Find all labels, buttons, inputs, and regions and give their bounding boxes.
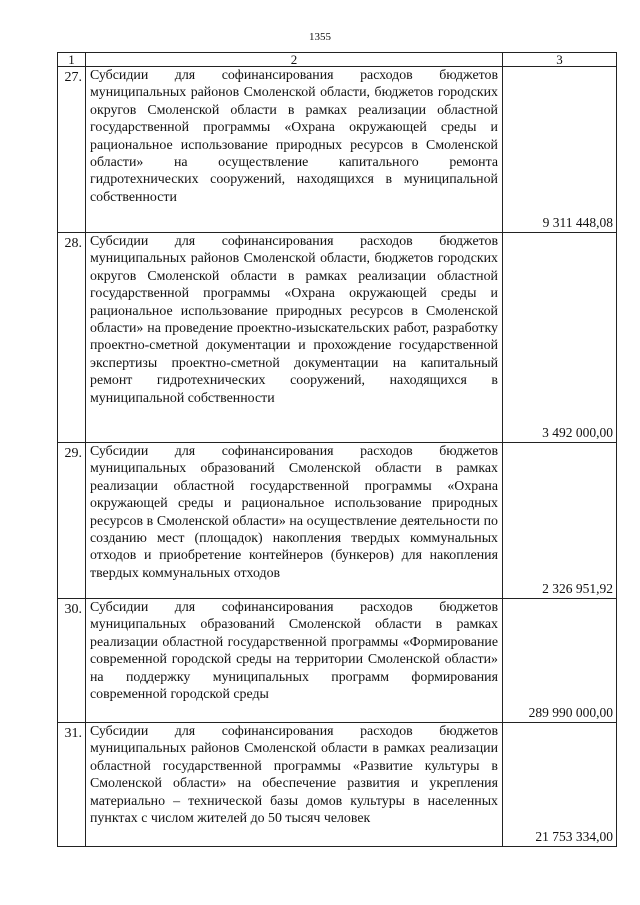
table-row <box>58 443 617 599</box>
header-row <box>58 53 617 67</box>
table-row <box>58 67 617 233</box>
row-amount: 2 326 951,92 <box>503 443 617 599</box>
row-description: Субсидии для софинансирования расходов бюджетов муниципальных образований Смоленской области в рамках реализации областной государственной программы «Охрана окружающей среды и рациональное использование природных ресурсов в Смоленской области» на осуществление деятельности по созданию мест (площадок) накопления твердых коммунальных отходов и приобретение контейнеров (бункеров) для накопления твердых коммунальных отходов <box>86 443 503 599</box>
row-number: 27. <box>58 67 86 233</box>
table-row <box>58 233 617 443</box>
row-amount: 289 990 000,00 <box>503 599 617 723</box>
row-number: 29. <box>58 443 86 599</box>
header-col-1: 1 <box>58 53 86 67</box>
table-row <box>58 723 617 847</box>
row-description: Субсидии для софинансирования расходов бюджетов муниципальных районов Смоленской области, бюджетов городских округов Смоленской области в рамках реализации областной государственной программы «Охрана окружающей среды и рациональное использование природных ресурсов в Смоленской области» на проведение проектно-изыскательских работ, разработку проектно-сметной документации и прохождение государственной экспертизы проектно-сметной документации на капитальный ремонт гидротехнических сооружений, находящихся в муниципальной собственности <box>86 233 503 443</box>
row-amount: 9 311 448,08 <box>503 67 617 233</box>
page-number: 1355 <box>309 31 331 43</box>
row-description: Субсидии для софинансирования расходов бюджетов муниципальных образований Смоленской области в рамках реализации областной государственной программы «Формирование современной городской среды на территории Смоленской области» на поддержку муниципальных программ формирования современной городской среды <box>86 599 503 723</box>
budget-table <box>57 52 617 847</box>
row-number: 28. <box>58 233 86 443</box>
row-description: Субсидии для софинансирования расходов бюджетов муниципальных районов Смоленской области, бюджетов городских округов Смоленской области в рамках реализации областной государственной программы «Охрана окружающей среды и рациональное использование природных ресурсов в Смоленской области» на осуществление капитального ремонта гидротехнических сооружений, находящихся в муниципальной собственности <box>86 67 503 233</box>
row-number: 31. <box>58 723 86 847</box>
row-amount: 21 753 334,00 <box>503 723 617 847</box>
row-amount: 3 492 000,00 <box>503 233 617 443</box>
header-col-2: 2 <box>86 53 503 67</box>
table-row <box>58 599 617 723</box>
row-number: 30. <box>58 599 86 723</box>
row-description: Субсидии для софинансирования расходов бюджетов муниципальных районов Смоленской области в рамках реализации областной государственной программы «Развитие культуры в Смоленской области» на обеспечение развития и укрепления материально – технической базы домов культуры в населенных пунктах с числом жителей до 50 тысяч человек <box>86 723 503 847</box>
header-col-3: 3 <box>503 53 617 67</box>
